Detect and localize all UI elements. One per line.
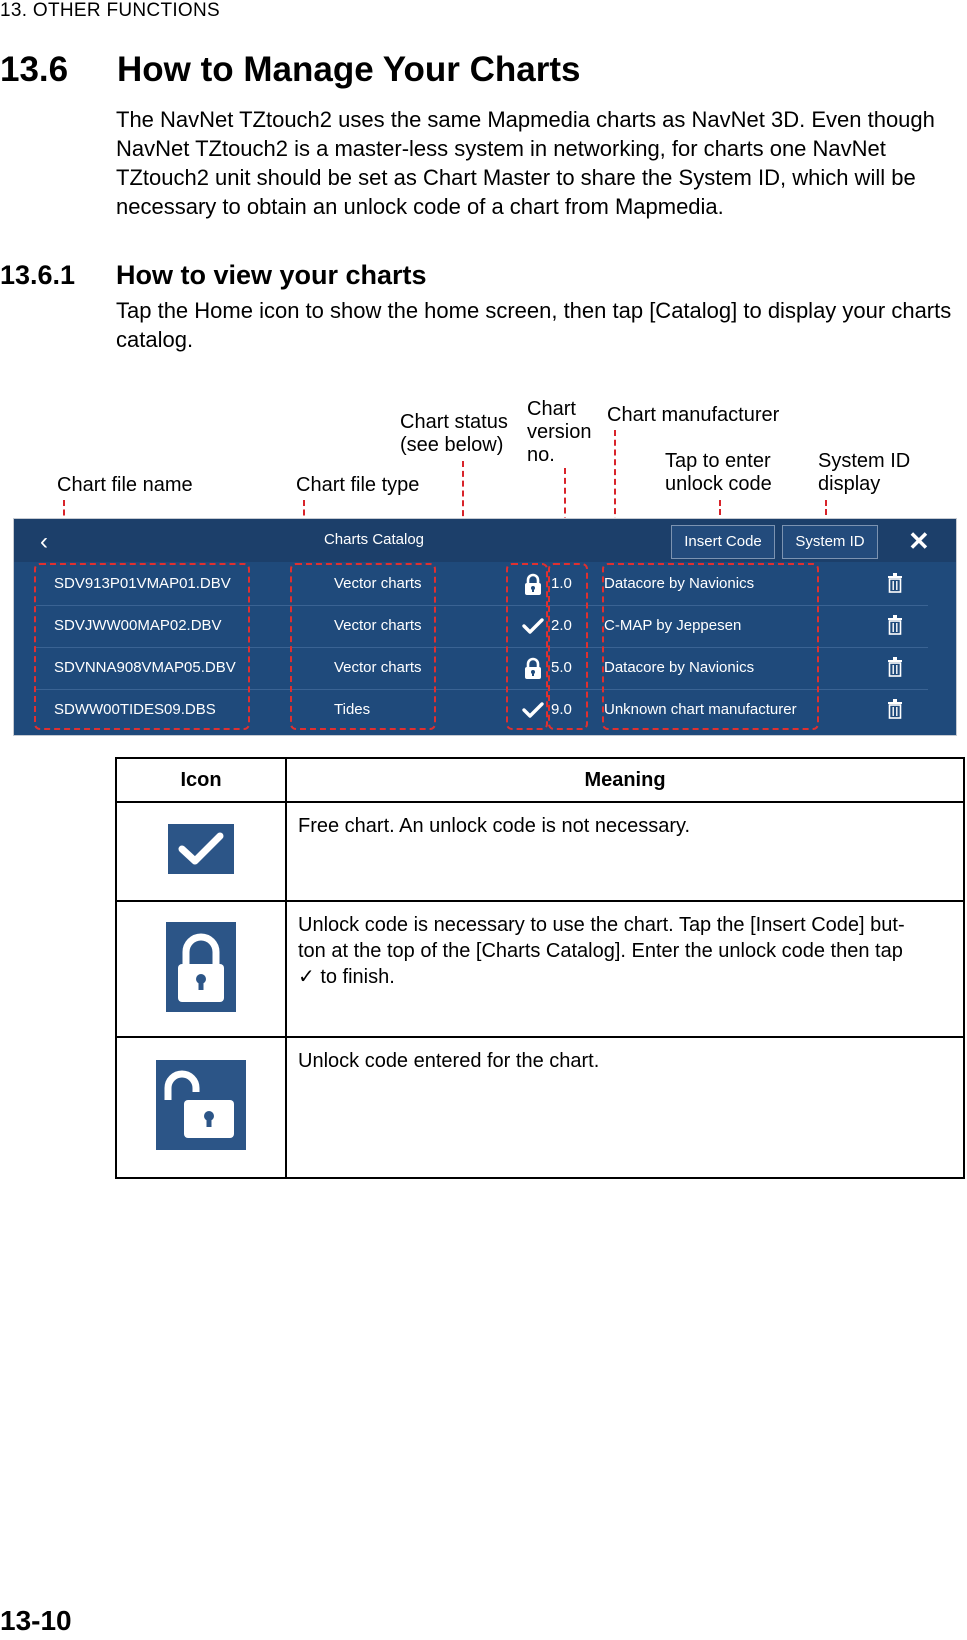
screen-title: Charts Catalog [323,531,425,548]
meaning-text: Unlock code entered for the chart. [298,1050,600,1072]
callout-chart-file-name: Chart file name [57,474,193,496]
callout-system-id [818,450,910,496]
callout-system-id-line1: System ID [818,450,911,472]
intro-paragraph: The NavNet TZtouch2 uses the same Mapmedia charts as NavNet 3D. Even though NavNet TZtouch2 is a master-less system in networking, for charts one NavNet TZtouch2 unit should be set as Chart Master to share the System ID, which will be necessary to obtain an unlock code of a chart from Mapmedia. [116,107,935,219]
icon-cell [116,901,286,1037]
trash-icon[interactable] [887,699,903,719]
highlight-version [548,563,588,730]
header-icon: Icon [116,758,286,802]
icon-cell [116,1037,286,1178]
meaning-cell [286,901,964,1037]
callout-tap-to-enter-line2: unlock code [665,473,772,495]
meaning-text: Free chart. An unlock code is not necessary. [298,815,691,837]
trash-icon[interactable] [887,573,903,593]
trash-icon[interactable] [887,615,903,635]
chart-file-name: SDWW00TIDES09.DBS [54,701,216,718]
meaning-text [288,903,962,990]
chart-manufacturer: C-MAP by Jeppesen [604,617,742,634]
section-number: 13.6 [0,50,69,89]
callout-tap-to-enter-line1: Tap to enter [665,450,771,472]
checkmark-icon [168,824,234,874]
callout-chart-version [527,398,591,467]
callout-chart-status-line1: Chart status [400,411,508,433]
subsection-number: 13.6.1 [0,260,76,290]
highlight-status [506,563,548,730]
highlight-manufacturer [602,563,819,730]
meaning-cell [286,1037,964,1178]
icon-cell [116,802,286,901]
table-row [116,901,964,1037]
meaning-line1: Unlock code is necessary to use the chart. Tap the [Insert Code] but- [298,914,905,936]
table-row [116,802,964,901]
chart-file-type: Vector charts [334,617,422,634]
unlocked-padlock-icon [156,1060,246,1150]
highlight-file-types [290,563,436,730]
chart-version: 1.0 [551,575,572,592]
chart-manufacturer: Datacore by Navionics [604,659,755,676]
meaning-cell [286,802,964,901]
callout-chart-version-line2: version [527,421,592,443]
callout-system-id-line2: display [818,473,881,495]
callout-chart-version-line1: Chart [527,398,576,420]
chart-manufacturer: Unknown chart manufacturer [604,701,797,718]
chart-version: 2.0 [551,617,572,634]
page-header: 13. OTHER FUNCTIONS [0,0,220,21]
callout-chart-manufacturer: Chart manufacturer [607,404,780,426]
chart-version: 5.0 [551,659,572,676]
page-number: 13-10 [0,1605,72,1636]
callout-chart-file-type: Chart file type [296,474,420,496]
chart-file-name: SDVNNA908VMAP05.DBV [54,659,236,676]
meaning-line3: ✓ to finish. [298,966,395,988]
trash-icon[interactable] [887,657,903,677]
callout-tap-to-enter [665,450,772,496]
chart-file-name: SDV913P01VMAP01.DBV [54,575,231,592]
chart-file-type: Tides [334,701,371,718]
chart-file-type: Vector charts [334,659,422,676]
meaning-line2: ton at the top of the [Charts Catalog]. Enter the unlock code then tap [298,940,903,962]
back-chevron-icon[interactable]: ‹ [40,528,48,555]
table-row [116,1037,964,1178]
close-icon[interactable]: ✕ [908,526,930,556]
insert-code-button[interactable]: Insert Code [671,525,775,559]
sub-paragraph: Tap the Home icon to show the home screen, then tap [Catalog] to display your charts catalog. [116,298,952,352]
chart-file-type: Vector charts [334,575,422,592]
header-meaning: Meaning [286,758,964,802]
icon-meaning-table [115,757,965,1179]
callout-chart-status [400,411,508,457]
section-title: How to Manage Your Charts [117,50,581,89]
subsection-title: How to view your charts [116,260,427,290]
highlight-file-names [34,563,250,730]
callout-chart-status-line2: (see below) [400,434,504,456]
chart-manufacturer: Datacore by Navionics [604,575,755,592]
chart-version: 9.0 [551,701,572,718]
table-header-row [116,758,964,802]
system-id-button[interactable]: System ID [782,525,878,559]
callout-chart-version-line3: no. [527,444,555,466]
locked-padlock-icon [166,922,236,1012]
screen-title-bar [14,519,956,562]
chart-file-name: SDVJWW00MAP02.DBV [54,617,222,634]
